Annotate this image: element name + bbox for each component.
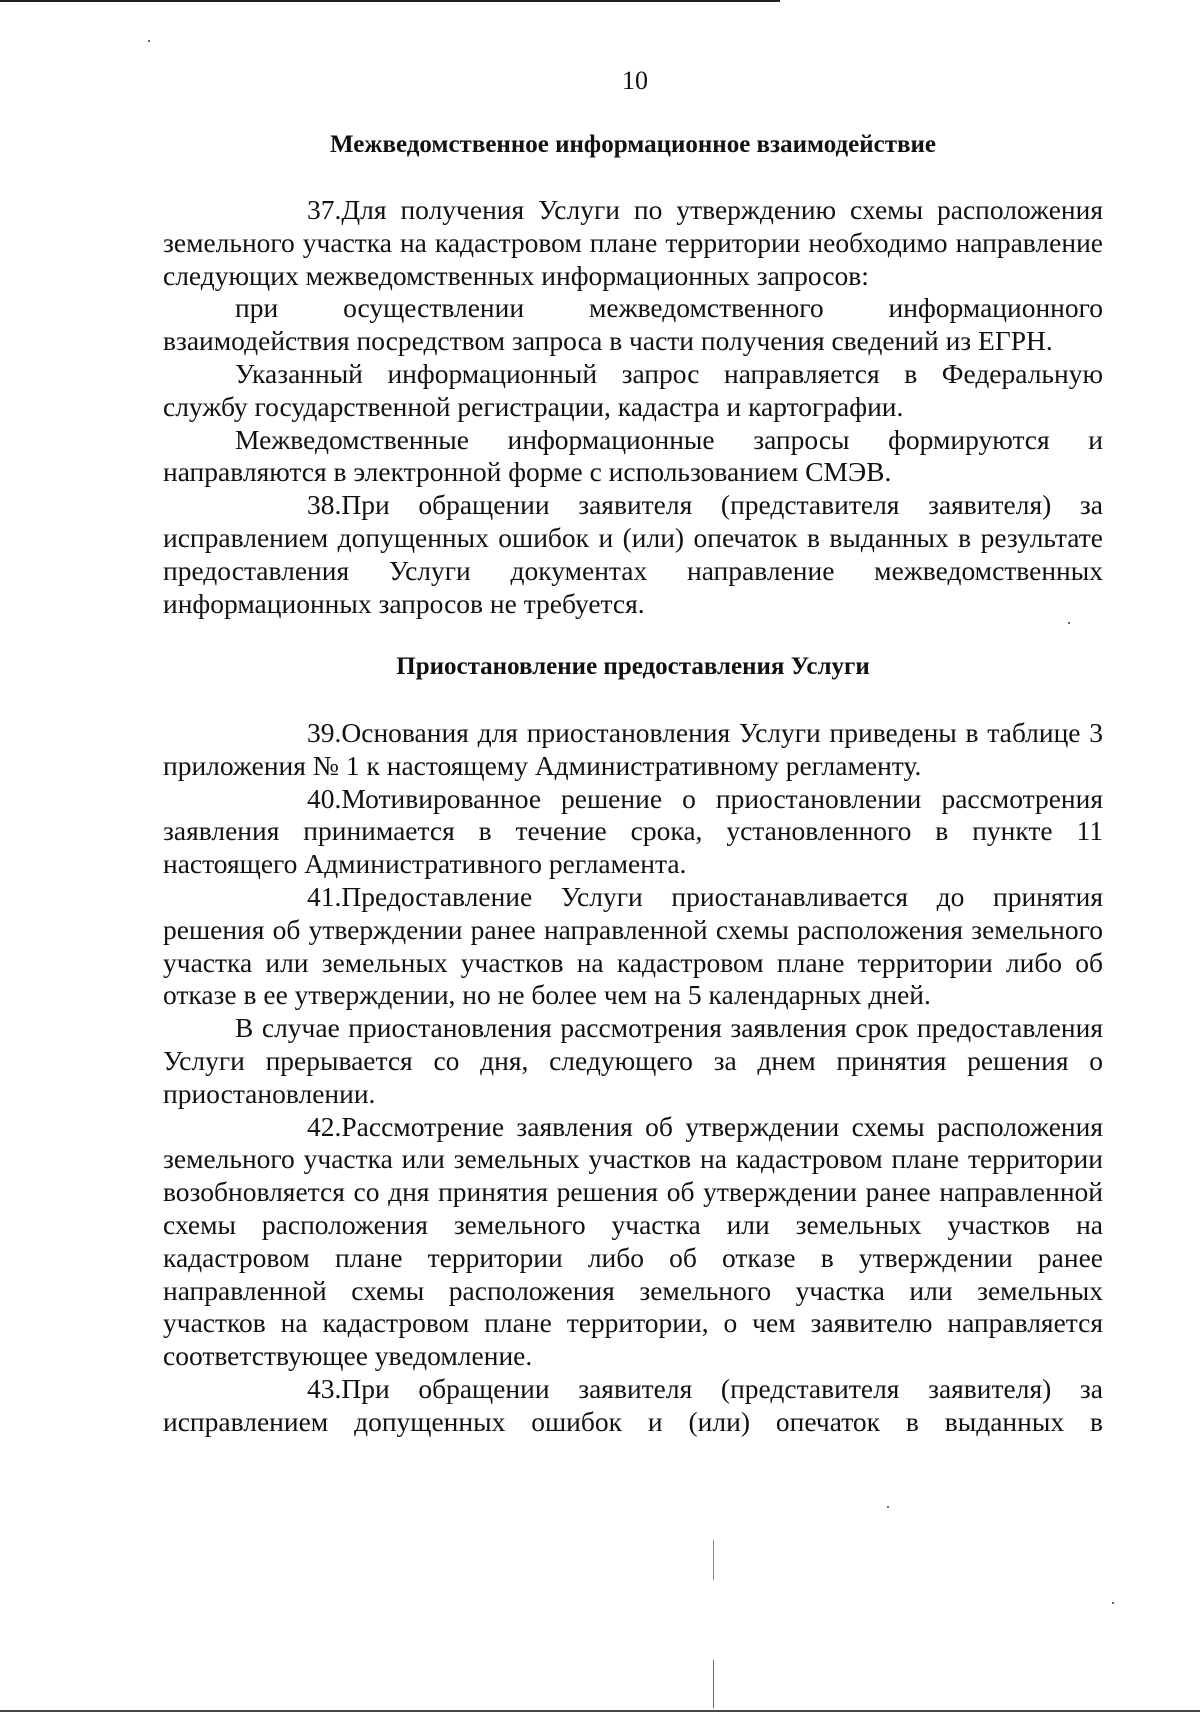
paragraph-number: 37. (307, 194, 342, 225)
paragraph-40 (163, 783, 1103, 881)
scan-speck (1068, 622, 1070, 624)
scan-speck (148, 40, 150, 42)
paragraph-text: Рассмотрение заявления об утверждении схемы расположения земельного участка или земельных участков на кадастровом плане территории возобновляется со дня принятия решения об утверждении ранее направленной схемы расположения земельного участка или земельных участков на кадастровом плане территории либо об отказе в утверждении ранее направленной схемы расположения земельного участка или земельных участков на кадастровом плане территории, о чем заявителю направляется соответствующее уведомление. (163, 1110, 1103, 1372)
paragraph-text: При обращении заявителя (представителя заявителя) за исправлением допущенных ошибок и (или) опечаток в выданных в результате предоставления Услуги документах направление межведомственных информационных запросов не требуется. (163, 489, 1103, 619)
paragraph-request-recipient (163, 358, 1103, 424)
section-heading-interagency: Межведомственное информационное взаимодействие (330, 131, 936, 158)
paragraph-42 (163, 1111, 1103, 1373)
scan-speck (887, 1506, 889, 1508)
paragraph-39 (163, 717, 1103, 783)
paragraph-text: Для получения Услуги по утверждению схемы расположения земельного участка на кадастровом плане территории необходимо направление следующих межведомственных информационных запросов: (163, 194, 1103, 291)
scan-top-border (0, 0, 780, 2)
paragraph-number: 42. (307, 1110, 342, 1142)
scan-speck (1112, 1602, 1114, 1604)
paragraph-text: Основания для приостановления Услуги приведены в таблице 3 приложения № 1 к настоящему Административному регламенту. (163, 717, 1103, 781)
paragraph-suspension-period (163, 1012, 1103, 1110)
scan-fold-mark-lower (713, 1660, 714, 1708)
paragraph-number: 38. (307, 489, 342, 521)
scan-fold-mark (713, 1540, 714, 1580)
paragraph-text: Межведомственные информационные запросы формируются и направляются в электронной форме с использованием СМЭВ. (163, 423, 1103, 488)
section-body-interagency (163, 194, 1103, 620)
section-heading-suspension: Приостановление предоставления Услуги (396, 653, 870, 680)
paragraph-text: Указанный информационный запрос направляется в Федеральную службу государственной регистрации, кадастра и картографии. (163, 357, 1103, 422)
paragraph-text: Предоставление Услуги приостанавливается до принятия решения об утверждении ранее направленной схемы расположения земельного участка или земельных участков на кадастровом плане территории либо об отказе в ее утверждении, но не более чем на 5 календарных дней. (163, 880, 1103, 1011)
paragraph-number: 40. (307, 782, 342, 814)
paragraph-text: В случае приостановления рассмотрения заявления срок предоставления Услуги прерывается со дня, следующего за днем принятия решения о приостановлении. (163, 1012, 1103, 1109)
paragraph-text: Мотивированное решение о приостановлении рассмотрения заявления принимается в течение срока, установленного в пункте 11 настоящего Административного регламента. (163, 782, 1103, 880)
paragraph-text: при осуществлении межведомственного информационного взаимодействия посредством запроса в части получения сведений из ЕГРН. (163, 292, 1103, 357)
scan-bottom-border (0, 1710, 1200, 1712)
paragraph-smev (163, 424, 1103, 490)
paragraph-number: 41. (307, 880, 342, 912)
paragraph-egrn-request (163, 292, 1103, 358)
paragraph-number: 43. (307, 1372, 342, 1404)
paragraph-43 (163, 1373, 1103, 1439)
paragraph-38 (163, 489, 1103, 620)
paragraph-37 (163, 194, 1103, 292)
paragraph-text: При обращении заявителя (представителя заявителя) за исправлением допущенных ошибок и (или) опечаток в выданных в (163, 1372, 1103, 1437)
paragraph-41 (163, 881, 1103, 1012)
paragraph-number: 39. (307, 717, 342, 748)
page-number: 10 (622, 66, 648, 95)
section-body-suspension (163, 717, 1103, 1439)
